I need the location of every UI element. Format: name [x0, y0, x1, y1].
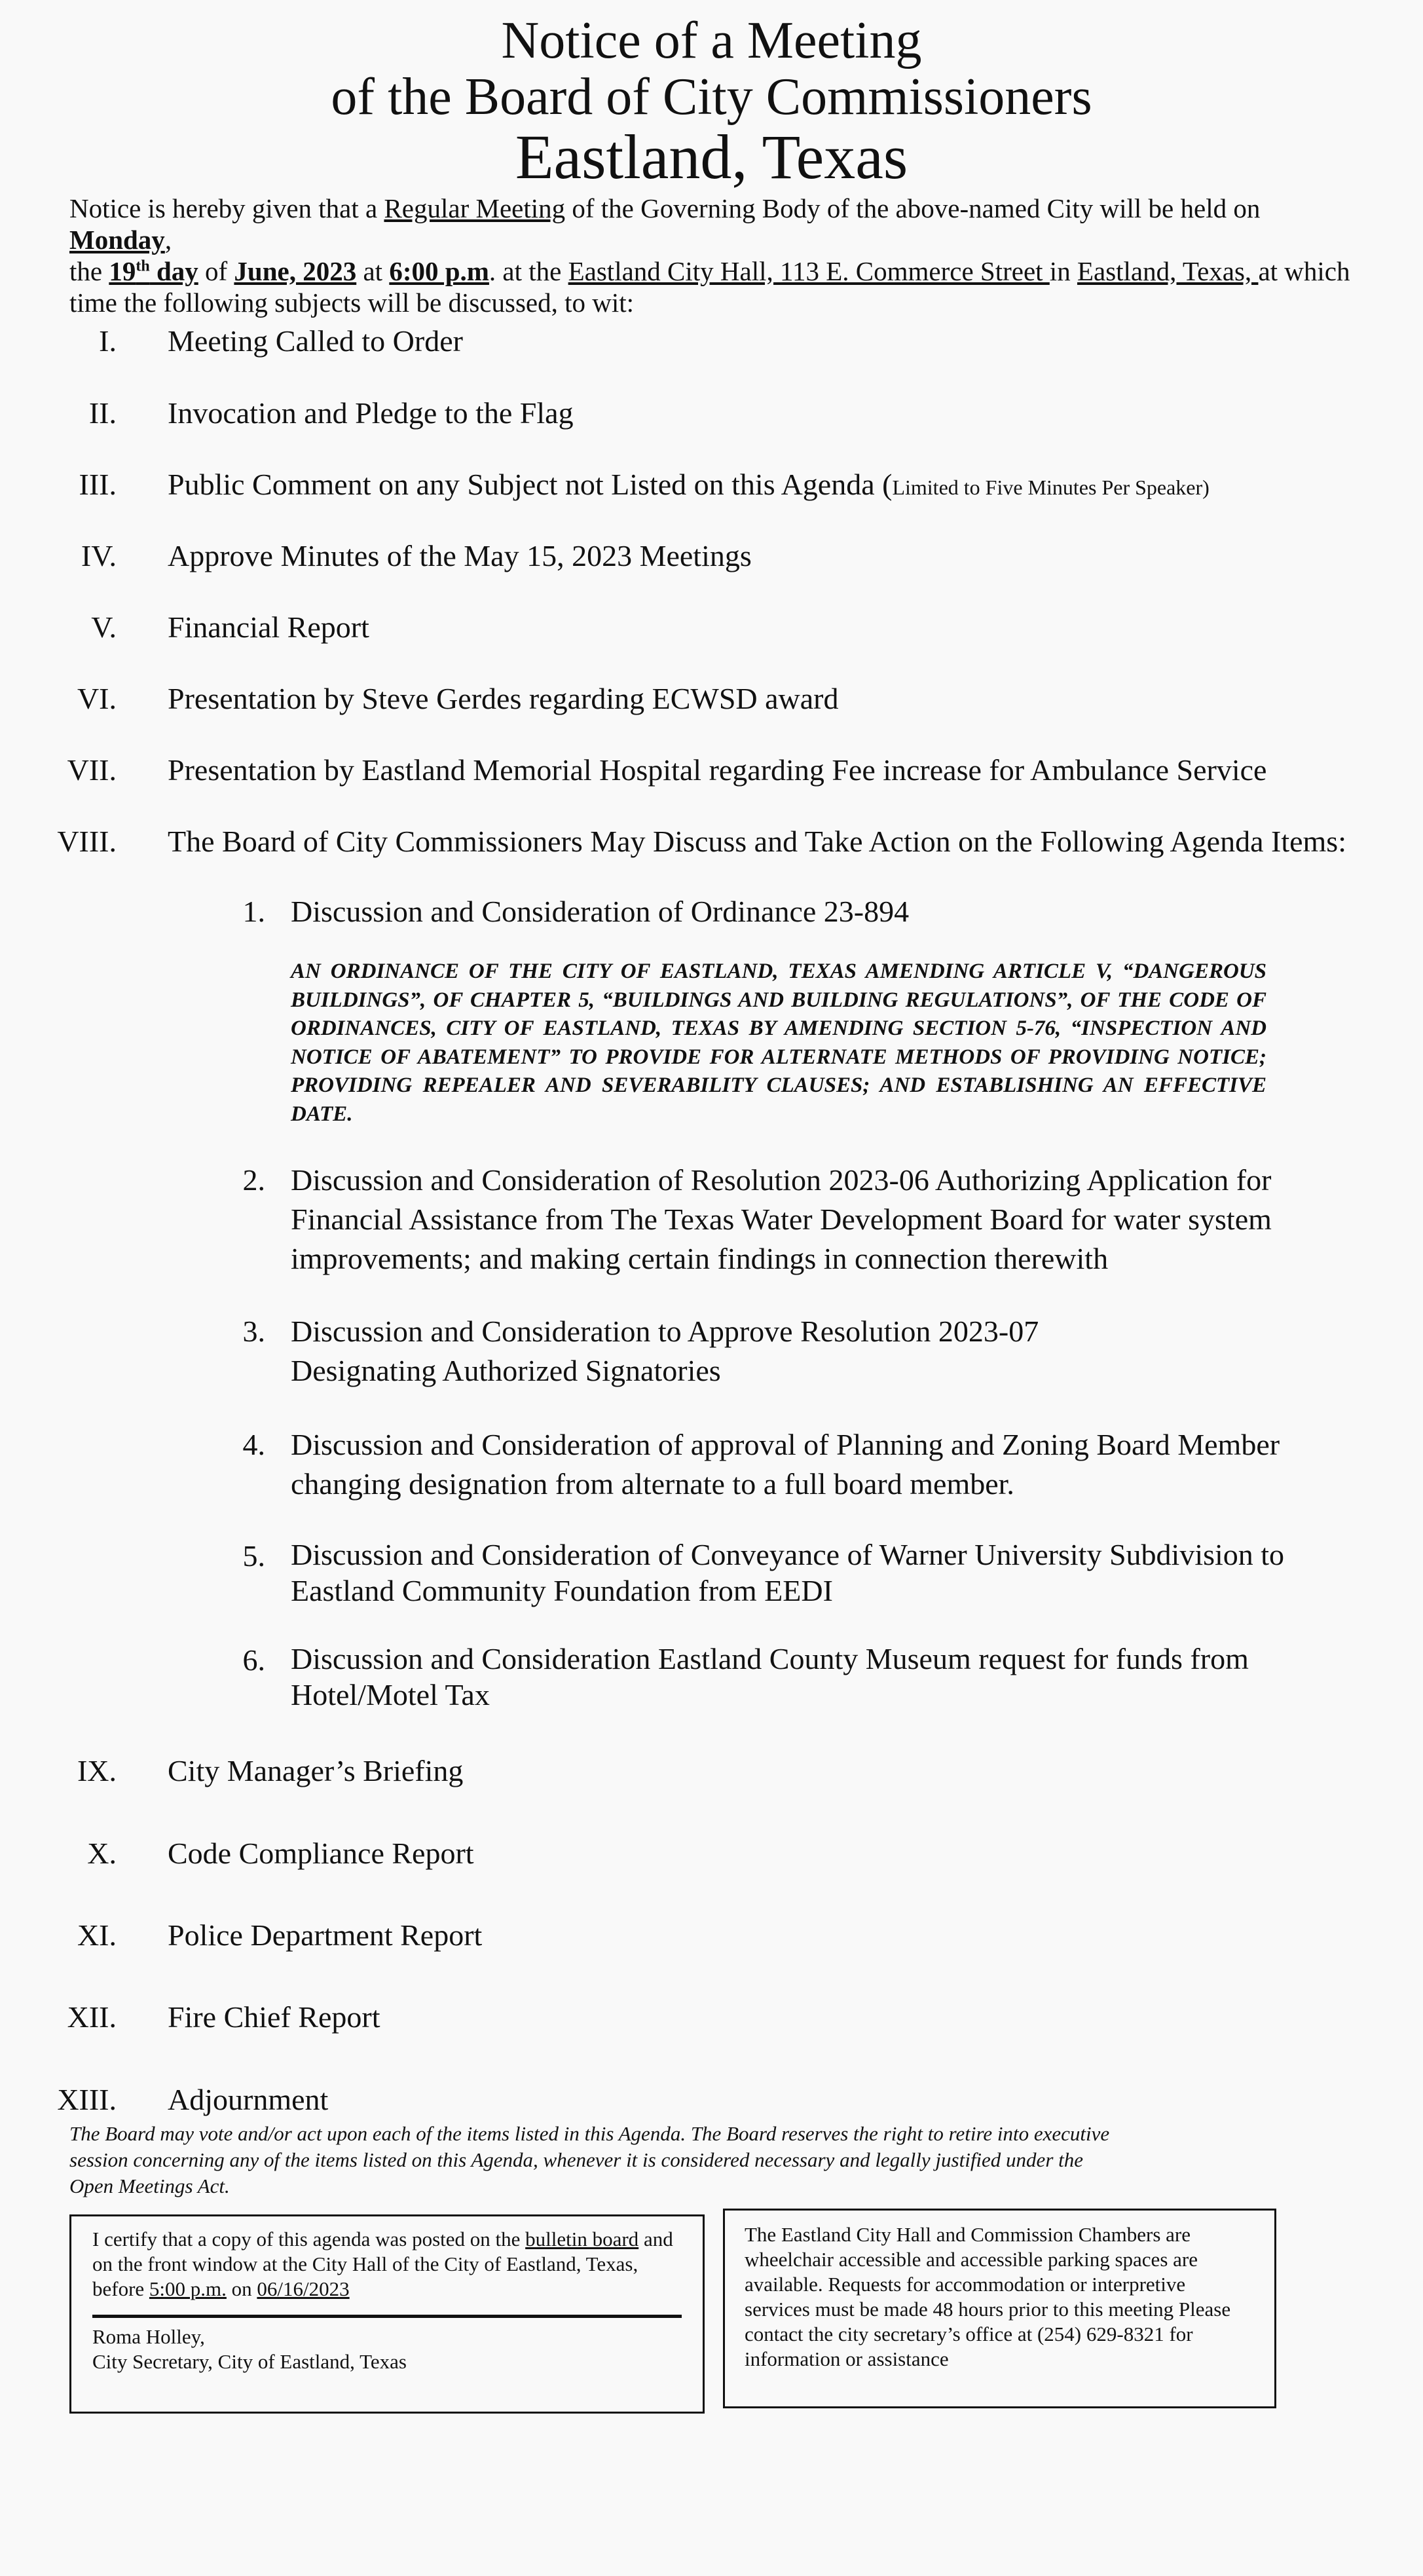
signer-name: Roma Holley, — [92, 2325, 205, 2348]
agenda-item-text: City Manager’s Briefing — [168, 1754, 464, 1787]
notice-title-city: Eastland, Texas — [515, 122, 908, 192]
sub-item-number: 4. — [242, 1428, 265, 1461]
agenda-item-number: XIII. — [57, 2083, 117, 2116]
accessibility-notice-box — [723, 2209, 1276, 2408]
agenda-item-number: I. — [99, 324, 117, 358]
agenda-item-text: Code Compliance Report — [168, 1837, 474, 1870]
ordinance-caption: AN ORDINANCE OF THE CITY OF EASTLAND, TEXAS AMENDING ARTICLE V, “DANGEROUS BUILDINGS”, OF CHAPTER 5, “BUILDINGS AND BUILDING REGULATIONS”, OF THE CODE OF ORDINANCES, CITY OF EASTLAND, TEXAS BY AMENDING SECTION 5-76, “INSPECTION AND NOTICE OF ABATEMENT” TO PROVIDE FOR ALTERNATE METHODS OF PROVIDING NOTICE; PROVIDING REPEALER AND SEVERABILITY CLAUSES; AND ESTABLISHING AN EFFECTIVE DATE. — [291, 960, 1266, 1126]
signer-title: City Secretary, City of Eastland, Texas — [92, 2350, 407, 2373]
agenda-item-number: III. — [79, 468, 117, 501]
posting-date: 06/16/2023 — [257, 2277, 350, 2300]
agenda-item-number: XI. — [77, 1918, 117, 1952]
meeting-time: 6:00 p.m — [389, 256, 489, 286]
posting-certification-box — [69, 2214, 705, 2414]
agenda-item-number: X. — [87, 1837, 117, 1870]
agenda-item-text: Approve Minutes of the May 15, 2023 Meetings — [168, 539, 752, 572]
signature-line — [92, 2315, 682, 2318]
sub-item-number: 1. — [242, 895, 265, 928]
certification-statement: I certify that a copy of this agenda was posted on the bulletin board and on the front window at the City Hall of the City of Eastland, Texas, before 5:00 p.m. on 06/16/2023 — [92, 2228, 673, 2300]
agenda-item-text: Police Department Report — [168, 1918, 483, 1952]
agenda-item-text: Invocation and Pledge to the Flag — [168, 396, 574, 430]
sub-item-text: Discussion and Consideration of Ordinance 23-894 — [291, 895, 910, 928]
agenda-item-text: Public Comment on any Subject not Listed on this Agenda (Limited to Five Minutes Per Speaker) — [168, 468, 1210, 501]
meeting-day: 19th day — [109, 256, 198, 286]
agenda-item-number: II. — [88, 396, 117, 430]
agenda-item-text: Adjournment — [168, 2083, 329, 2116]
meeting-type: Regular Meeting — [384, 193, 566, 223]
sub-item-number: 6. — [242, 1643, 265, 1677]
agenda-item-text: Presentation by Steve Gerdes regarding ECWSD award — [168, 682, 839, 715]
agenda-item-text: Meeting Called to Order — [168, 324, 463, 358]
sub-item-number: 3. — [242, 1315, 265, 1348]
agenda-item-text: Presentation by Eastland Memorial Hospital regarding Fee increase for Ambulance Service — [168, 753, 1267, 787]
sub-item-text: Discussion and Consideration of approval of Planning and Zoning Board Member changing designation from alternate to a full board member. — [291, 1428, 1280, 1501]
agenda-item-text: Fire Chief Report — [168, 2000, 380, 2034]
meeting-notice-paragraph: Notice is hereby given that a Regular Meeting of the Governing Body of the above-named City will be held on Monday, the 19th day of June, 2023 at 6:00 p.m. at the Eastland City Hall, 113 E. Commerce Street in Eastland, Texas, at which time the following subjects will be discussed, to wit: — [69, 193, 1350, 318]
notice-title-line-2: of the Board of City Commissioners — [331, 68, 1092, 126]
sub-item-number: 5. — [242, 1539, 265, 1573]
agenda-item-number: IX. — [77, 1754, 117, 1787]
meeting-city: Eastland, Texas, — [1077, 256, 1259, 286]
sub-item-text: Discussion and Consideration to Approve Resolution 2023-07 Designating Authorized Signatories — [291, 1315, 1039, 1387]
meeting-location: Eastland City Hall, 113 E. Commerce Street — [568, 256, 1050, 286]
notice-title-line-1: Notice of a Meeting — [501, 12, 922, 69]
meeting-month-year: June, 2023 — [234, 256, 357, 286]
agenda-item-number: VI. — [77, 682, 117, 715]
board-disclaimer: The Board may vote and/or act upon each of the items listed in this Agenda. The Board reserves the right to retire into executive session concerning any of the items listed on this Agenda, whenever it is considered necessary and legally justified under the Open Meetings Act. — [69, 2122, 1110, 2197]
posting-time: 5:00 p.m. — [149, 2277, 227, 2300]
sub-item-text: Discussion and Consideration of Conveyance of Warner University Subdivision to Eastland Community Foundation from EEDI — [291, 1538, 1285, 1607]
agenda-item-number: IV. — [81, 539, 117, 572]
sub-item-text: Discussion and Consideration Eastland County Museum request for funds from Hotel/Motel Tax — [291, 1642, 1249, 1711]
sub-item-number: 2. — [242, 1163, 265, 1197]
agenda-item-number: VIII. — [57, 825, 117, 858]
accessibility-notice-text: The Eastland City Hall and Commission Chambers are wheelchair accessible and accessible parking spaces are available. Requests for accommodation or interpretive services must be made 48 hours prior to this meeting Please contact the city secretary’s office at (254) 629-8321 for information or assistance — [745, 2223, 1231, 2370]
meeting-weekday: Monday — [69, 225, 165, 255]
sub-item-text: Discussion and Consideration of Resolution 2023-06 Authorizing Application for Financial Assistance from The Texas Water Development Board for water system improvements; and making certain findings in connection therewith — [291, 1163, 1272, 1275]
agenda-item-note: Limited to Five Minutes Per Speaker) — [892, 476, 1210, 499]
agenda-item-text: Financial Report — [168, 610, 369, 644]
agenda-item-number: V. — [91, 610, 117, 644]
posting-place: bulletin board — [525, 2228, 639, 2250]
agenda-item-number: VII. — [67, 753, 117, 787]
agenda-item-text: The Board of City Commissioners May Discuss and Take Action on the Following Agenda Items: — [168, 825, 1346, 858]
agenda-item-number: XII. — [67, 2000, 117, 2034]
